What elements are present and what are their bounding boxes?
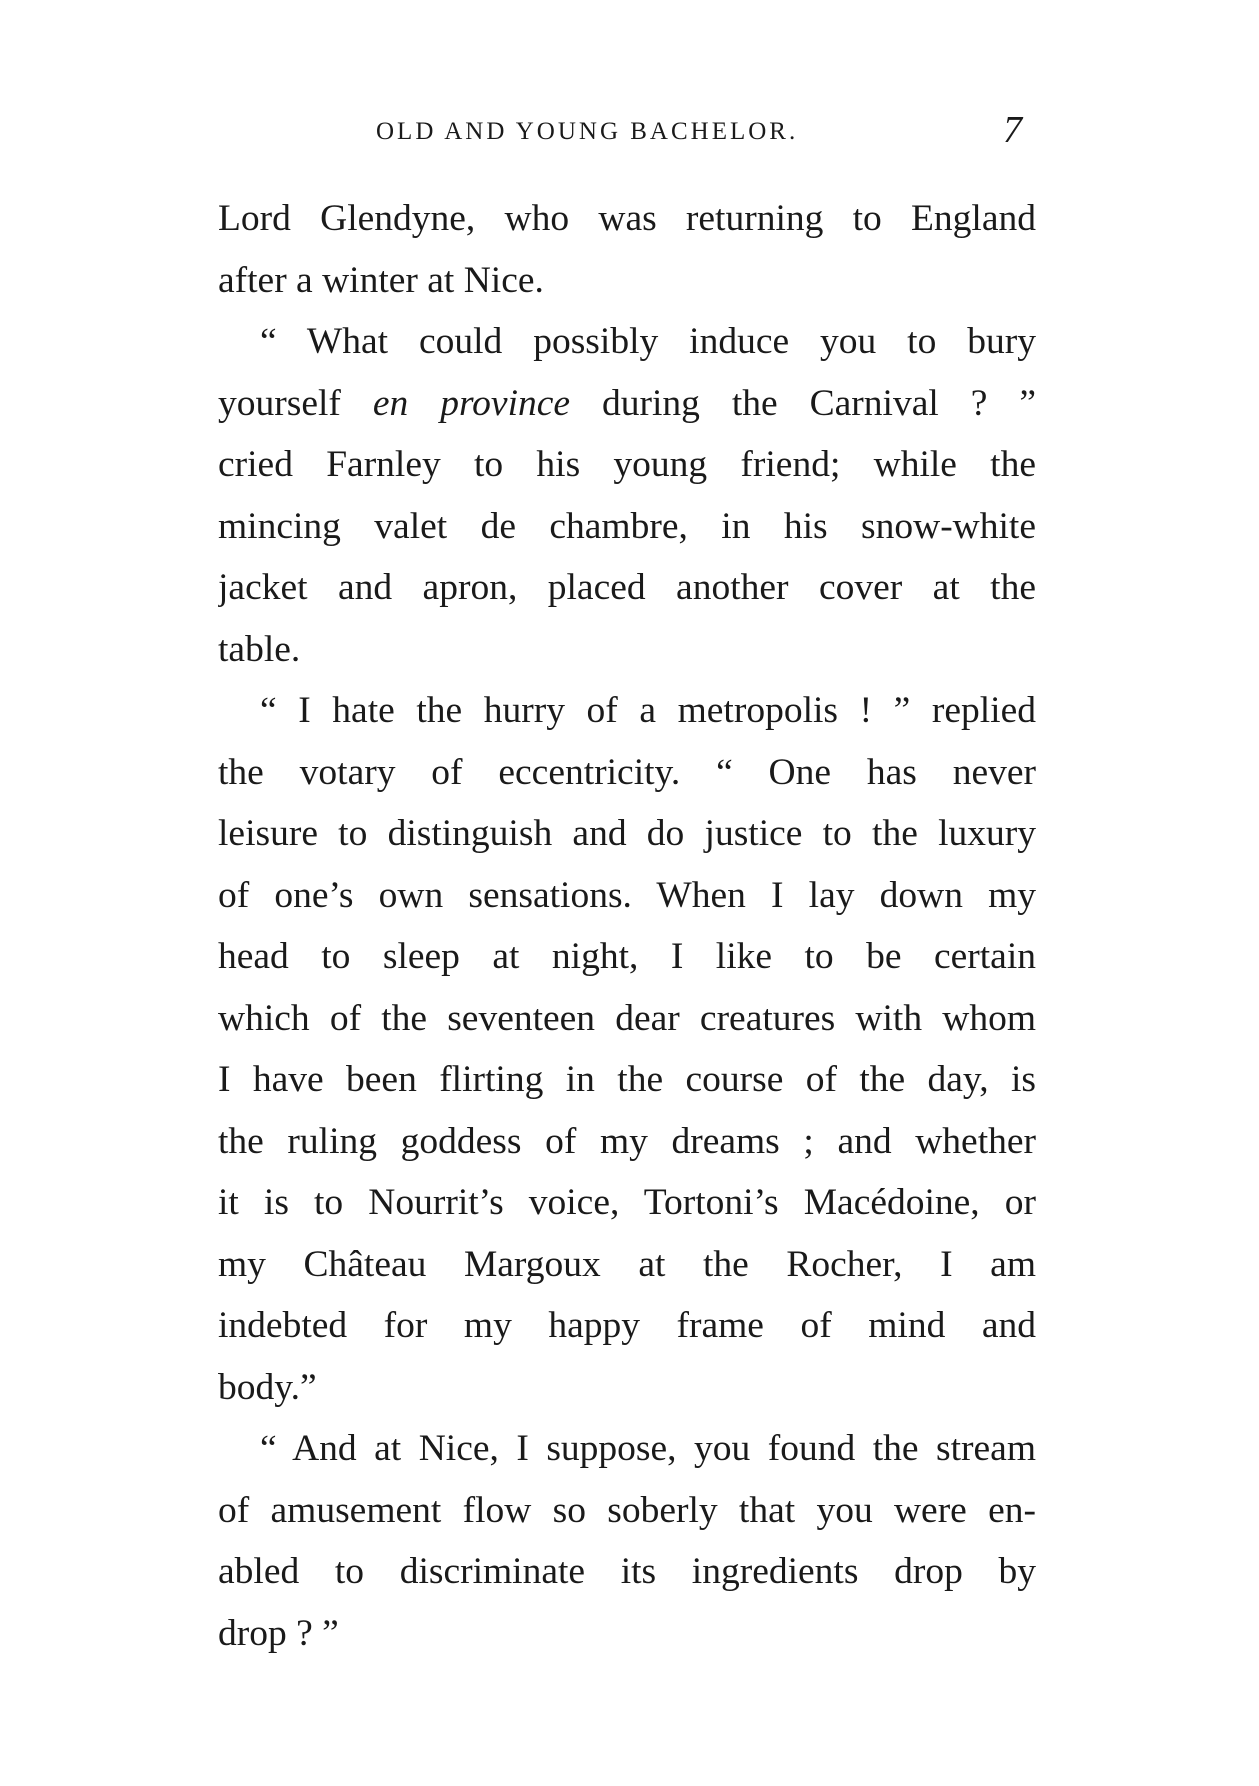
text-line: cried Farnley to his young friend; while the [218, 444, 1036, 485]
text-segment: yourself [218, 382, 373, 424]
text-line: Lord Glendyne, who was returning to England [218, 198, 1036, 239]
text-line: body.” [218, 1366, 317, 1408]
text-line: the ruling goddess of my dreams ; and whether [218, 1120, 1036, 1162]
text-line: after a winter at Nice. [218, 259, 544, 301]
page-number: 7 [1003, 109, 1022, 151]
text-line: leisure to distinguish and do justice to the luxury [218, 813, 1036, 854]
running-head [0, 109, 1259, 152]
text-line: of amusement flow so soberly that you were en- [218, 1489, 1036, 1531]
text-line: “ I hate the hurry of a metropolis ! ” replied [260, 690, 1036, 731]
text-line: my Château Margoux at the Rocher, I am [218, 1243, 1036, 1285]
text-line: “ What could possibly induce you to bury [260, 321, 1036, 362]
text-line: it is to Nourrit’s voice, Tortoni’s Macédoine, or [218, 1182, 1036, 1223]
text-line: of one’s own sensations. When I lay down my [218, 874, 1036, 916]
running-title: OLD AND YOUNG BACHELOR. [376, 118, 799, 145]
italic-phrase: en province [372, 382, 571, 424]
text-line: I have been flirting in the course of the day, is [218, 1059, 1036, 1100]
text-line: table. [218, 628, 301, 670]
text-line [218, 373, 1036, 435]
text-line: “ And at Nice, I suppose, you found the stream [260, 1428, 1036, 1469]
text-line: indebted for my happy frame of mind and [218, 1305, 1036, 1346]
text-line: drop ? ” [218, 1612, 339, 1654]
text-line: head to sleep at night, I like to be certain [218, 936, 1036, 977]
text-line: the votary of eccentricity. “ One has never [218, 751, 1036, 793]
text-line: which of the seventeen dear creatures with whom [218, 997, 1036, 1039]
text-line: mincing valet de chambre, in his snow-white [218, 505, 1036, 547]
text-line: jacket and apron, placed another cover at the [218, 567, 1036, 608]
text-line: abled to discriminate its ingredients drop by [218, 1551, 1036, 1592]
body-text [218, 188, 1036, 1664]
text-segment: during the Carnival ? ” [570, 382, 1036, 424]
